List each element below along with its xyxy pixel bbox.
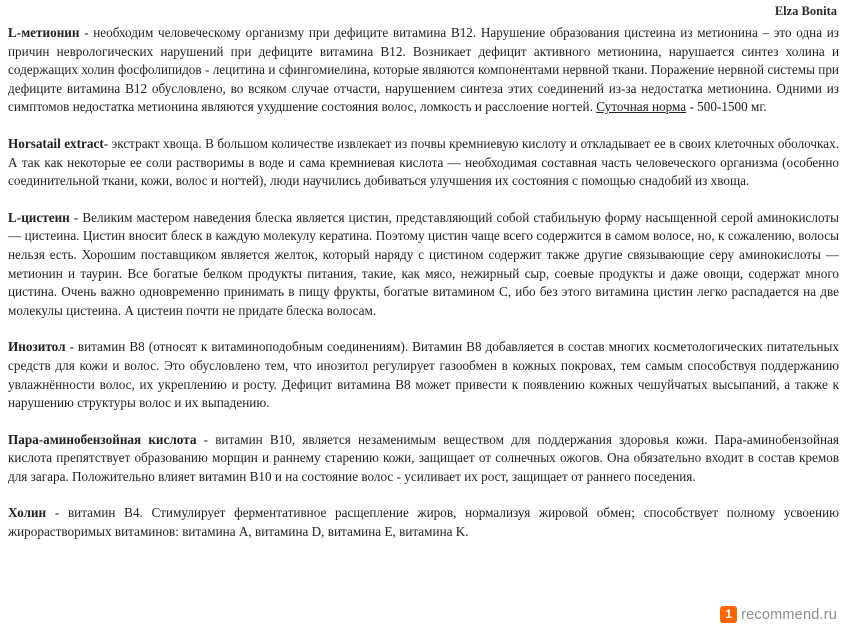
term-label: Horsatail extract <box>8 135 104 151</box>
term-separator: - <box>46 505 68 521</box>
author-byline: Elza Bonita <box>774 4 837 18</box>
paragraph-body-tail: - 500-1500 мг. <box>686 99 767 115</box>
paragraph-para-aminobenzoic-acid <box>8 431 839 487</box>
term-label: Инозитол <box>8 339 66 355</box>
term-label: Холин <box>8 505 47 521</box>
term-separator: - <box>65 339 78 355</box>
paragraph-horsetail-extract <box>8 135 839 191</box>
term-label: L-метионин <box>8 25 80 40</box>
paragraph-l-cysteine <box>8 209 839 321</box>
underlined-phrase: Суточная норма <box>596 99 687 115</box>
paragraph-body: витамин B4. Стимулирует ферментативное расщепление жиров, нормализуя жировой обмен; способствует полному усвоению жирорастворимых витаминов: витамина A, витамина D, витамина E, витамина K. <box>8 505 839 540</box>
term-separator: - <box>79 25 94 40</box>
term-separator: - <box>196 431 216 447</box>
paragraph-body: витамин B10, является незаменимым веществом для поддержания здоровья кожи. Пара-аминобензойная кислота препятствует образованию морщин и раннему старению кожи, защищает от солнечных ожогов. Она обязательно входит в состав кремов для загара. Положительно влияет витамин B10 и на состояние волос - усиливает их рост, защищает от раннего поседения. <box>8 431 839 484</box>
term-separator: - <box>103 135 112 151</box>
paragraph-body: витамин B8 (относят к витаминоподобным соединениям). Витамин B8 добавляется в состав многих косметологических питательных средств для кожи и волос. Это обусловлено тем, что инозитол регулирует газообмен в кожных покровах, тем самым способствуя поддержанию увлажнённости волос, их укреплению и росту. Дефицит витамина B8 может привести к появлению кожных чешуйчатых высыпаний, а также к нарушению структуры волос и их выпадению. <box>8 339 839 411</box>
paragraph-body: Великим мастером наведения блеска является цистин, представляющий собой стабильную форму насыщенной серой аминокислоты — цистеина. Цистин вносит блеск в каждую молекулу кератина. Поэтому цистин чаще всего содержится в самом волосе, но, к сожалению, волосы нельзя есть. Хорошим поставщиком является желток, который наряду с цистином содержит также другие связывающие серу аминокислоты — метионин и таурин. Все богатые белком продукты питания, такие, как мясо, нежирный сыр, соевые продукты и даже овощи, содержат много цистина. Очень важно одновременно принимать в пищу фрукты, богатые витамином С, ибо без этого витамина цистин легко распадается на две молекулы цистеина. А цистеин почти не придате блеска волосам. <box>8 209 839 318</box>
paragraph-body: необходим человеческому организму при дефиците витамина B12. Нарушение образования цистеина из метионина – это одна из причин неврологических нарушений при дефиците витамина B12. Возникает дефицит активного метионина, нарушается синтез холина и содержащих холин фосфолипидов - лецитина и сфингомиелина, которые являются компонентами нервной ткани. Поражение нервной системы при дефиците витамина B12 обусловлено, во всяком случае отчасти, нарушением синтеза этих соединений из-за недостатка метионина. Одними из симптомов недостатка метионина являются ухудшение состояния волос, ломкость и расслоение ногтей. <box>8 25 839 115</box>
paragraph-inositol <box>8 338 839 412</box>
term-label: Пара-аминобензойная кислота <box>8 431 197 447</box>
paragraph-body: экстракт хвоща. В большом количестве извлекает из почвы кремниевую кислоту и откладывает ее в своих клеточных оболочках. А так как некоторые ее соли растворимы в воде и сама кремниевая кислота — необходимая составная часть человеческого организма (особенно соединительной ткани, кожи, волос и ногтей), люди научились добиваться улучшения их состояния с помощью снадобий из хвоща. <box>8 135 839 189</box>
term-separator: - <box>69 209 83 225</box>
paragraph-l-methionine <box>8 24 839 117</box>
watermark-badge-icon: 1 <box>720 606 737 623</box>
term-label: L-цистеин <box>8 209 70 225</box>
site-watermark <box>720 606 837 623</box>
paragraph-choline <box>8 504 839 541</box>
watermark-label: recommend.ru <box>741 606 837 623</box>
